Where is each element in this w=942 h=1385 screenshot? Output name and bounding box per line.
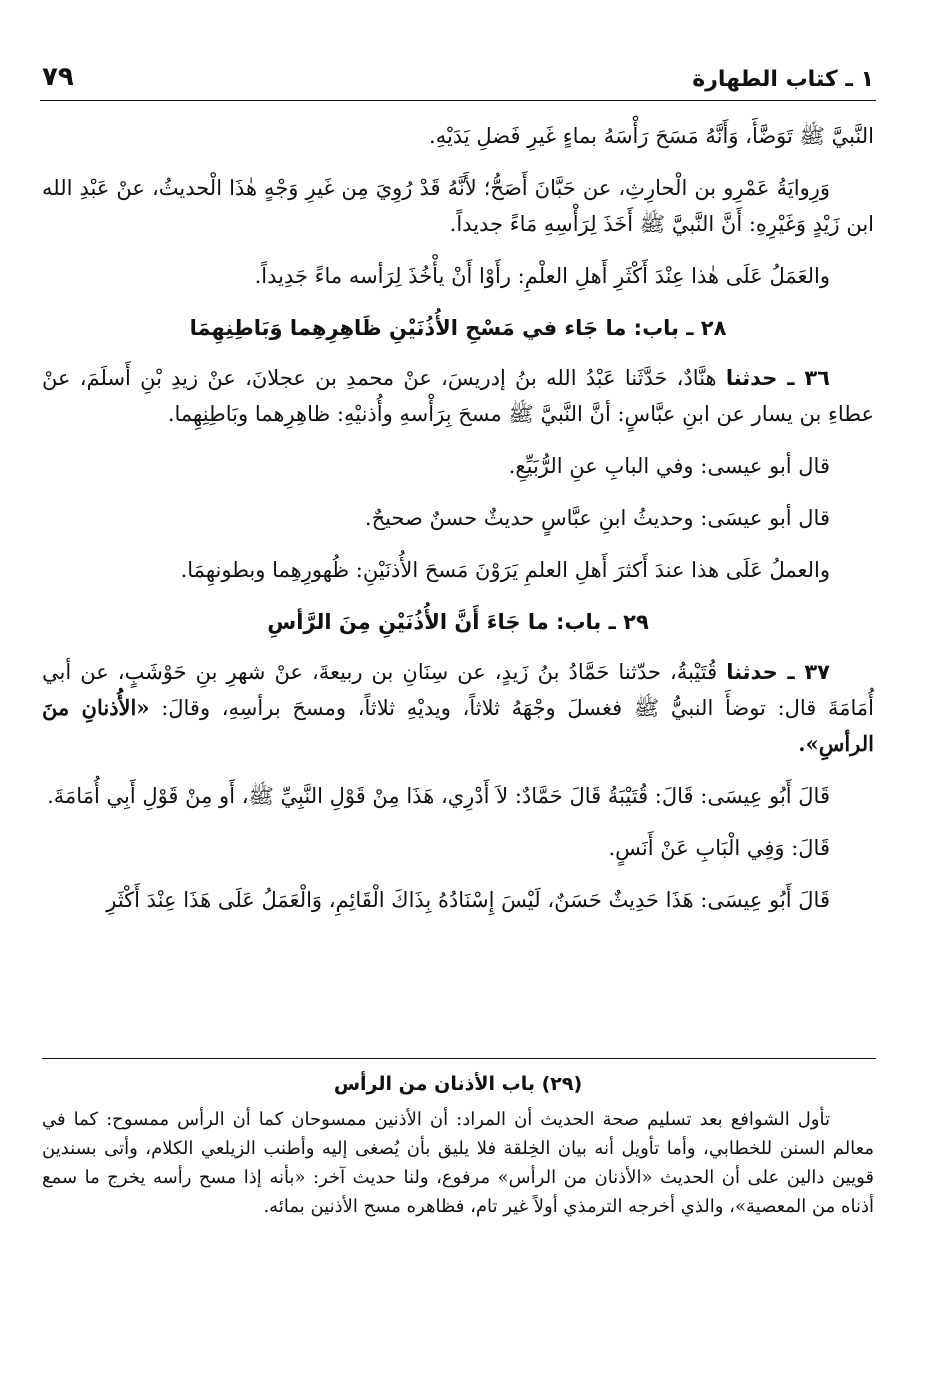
paragraph: النَّبيَّ ﷺ تَوَضَّأَ، وَأَنَّهُ مَسَحَ رَأْسَهُ بماءٍ غَيرِ فَضلِ يَدَيْهِ. bbox=[429, 124, 874, 148]
paragraph: والعَمَلُ عَلَى هٰذا عِنْدَ أَكْثَرِ أَهلِ العلْمِ: رأَوْا أَنْ يأْخُذَ لِرَأسه ماءً جَدِيداً. bbox=[254, 264, 830, 288]
hadith-number: ٣٦ ـ حدثنا bbox=[725, 366, 830, 390]
footnote-title: (٢٩) باب الأذنان من الرأس bbox=[333, 1073, 583, 1095]
page-number: ٧٩ bbox=[42, 62, 74, 92]
chapter-title: ١ ـ كتاب الطهارة bbox=[692, 67, 874, 92]
page-header bbox=[42, 56, 874, 92]
header-divider bbox=[40, 100, 876, 101]
paragraph: وَرِوايَةُ عَمْرِو بن الْحارِثِ، عن حَبَّانَ أَصَحُّ؛ لأَنَّهُ قَدْ رُوِيَ مِن غَيرِ وَجْهٍ هٰذَا الْحديثُ، عنْ عَبْدِ الله ابن زَيْدٍ وَغَيْرِهِ: أَنَّ النَّبيَّ ﷺ أَخَذَ لِرَأْسِهِ مَاءً جديداً. bbox=[42, 176, 874, 236]
footnote bbox=[42, 1070, 874, 1221]
hadith-text: قُتَيْبةُ، حدّثنا حَمَّادُ بنُ زَيدٍ، عن سِنَانِ بن ربيعةَ، عنْ شهرِ بنِ حَوْشَبٍ، عن أبي أُمَامَةَ قال: توضأَ النبيُّ ﷺ فغسلَ وجْهَهُ ثلاثاً، ويديْهِ ثلاثاً، ومسحَ برأسِهِ، وقالَ: bbox=[42, 660, 874, 720]
paragraph: والعملُ عَلَى هذا عندَ أَكثرَ أَهلِ العلمِ يَرَوْنَ مَسحَ الأُذنَيْنِ: ظُهورِهِما وبطونهِمَا. bbox=[180, 558, 830, 582]
paragraph: قال أبو عيسى: وفي البابِ عنِ الرُّبَيِّعِ. bbox=[508, 454, 830, 478]
paragraph: قال أبو عيسَى: وحديثُ ابنِ عبَّاسٍ حديثٌ حسنٌ صحيحٌ. bbox=[364, 506, 830, 530]
hadith-37 bbox=[42, 654, 874, 762]
main-text bbox=[42, 118, 874, 934]
paragraph: قَالَ أَبُو عِيسَى: قَالَ: قُتَيْبَةُ قَالَ حَمَّادٌ: لاَ أَدْرِي، هَذَا مِنْ قَوْلِ النَّبِيِّ ﷺ، أَو مِنْ قَوْلِ أَبِي أُمَامَةَ. bbox=[47, 784, 830, 808]
hadith-36 bbox=[42, 360, 874, 432]
chapter-heading-29: ٢٩ ـ باب: ما جَاءَ أَنَّ الأُذُنَيْنِ مِنَ الرَّأسِ bbox=[267, 610, 649, 634]
hadith-text: هنَّادٌ، حَدَّثَنا عَبْدُ الله بنُ إدريسَ، عنْ محمدِ بن عجلانَ، عنْ زيدِ بْنِ أَسلَمَ، عنْ عطاءِ بن يسار عن ابنِ عبَّاسٍ: أنَّ النَّبيَّ ﷺ مسحَ بِرَأْسهِ وأُذنيْهِ: ظاهِرِهما وبَاطِنِهِما. bbox=[42, 366, 874, 426]
hadith-quote: «الأُذنانِ منَ الرأسِ». bbox=[42, 695, 874, 756]
chapter-heading-28: ٢٨ ـ باب: ما جَاء في مَسْحِ الأُذُنَيْنِ ظَاهِرِهِما وَبَاطِنِهِمَا bbox=[189, 316, 727, 340]
hadith-number: ٣٧ ـ حدثنا bbox=[726, 660, 830, 684]
paragraph: قَالَ: وَفِي الْبَابِ عَنْ أَنَسٍ. bbox=[608, 836, 830, 860]
footnote-divider bbox=[42, 1058, 876, 1059]
footnote-text: تأول الشوافع بعد تسليم صحة الحديث أن المراد: أن الأذنين ممسوحان كما أن الرأس ممسوح: كما في معالم السنن للخطابي، وأما تأويل أنه بيان الخِلقة فلا يليق بأن يُصغى إليه وأطنب الزيلعي الكلام، وأتى بسندين قويين دالين على أن الحديث «الأذنان من الرأس» مرفوع، ولنا حديث آخر: «بأنه إذا مسح رأسه يخرج ما سمع أذناه من المعصية»، والذي أخرجه الترمذي أولاً غير تام، فظاهره مسح الأذنين بمائه. bbox=[42, 1109, 874, 1217]
paragraph: قَالَ أَبُو عِيسَى: هَذَا حَدِيثٌ حَسَنٌ، لَيْسَ إِسْنَادُهُ بِذَاكَ الْقَائِمِ، وَالْعَمَلُ عَلَى هَذَا عِنْدَ أَكْثَرِ bbox=[106, 888, 830, 912]
